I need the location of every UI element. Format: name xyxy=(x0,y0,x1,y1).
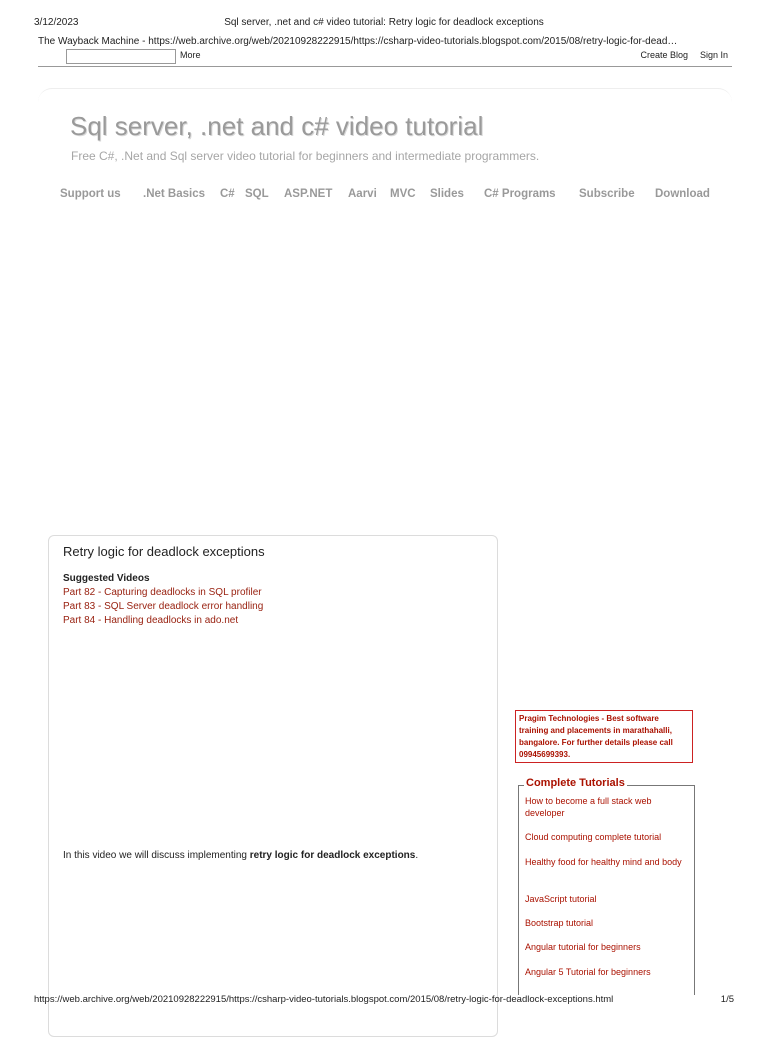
suggested-video-link[interactable]: Part 84 - Handling deadlocks in ado.net xyxy=(63,615,239,626)
tab-sql[interactable]: SQL xyxy=(245,188,269,200)
tab-aarvi[interactable]: Aarvi xyxy=(348,188,377,200)
tab-support-us[interactable]: Support us xyxy=(60,188,121,200)
post-intro-suffix: . xyxy=(415,850,419,861)
blog-title[interactable]: Sql server, .net and c# video tutorial xyxy=(70,111,484,141)
suggested-videos-heading: Suggested Videos xyxy=(63,573,150,584)
print-document-title: Sql server, .net and c# video tutorial: Retry logic for deadlock exceptions xyxy=(224,17,544,28)
tab-csharp[interactable]: C# xyxy=(220,188,235,200)
tutorial-link[interactable]: Cloud computing complete tutorial xyxy=(525,832,662,842)
blog-search-input[interactable] xyxy=(66,49,176,64)
page-tabs xyxy=(0,188,768,204)
blogger-navbar xyxy=(38,47,732,67)
post-title: Retry logic for deadlock exceptions xyxy=(63,544,265,559)
wayback-banner-title: The Wayback Machine - https://web.archive.org/web/20210928222915/https://csharp-video-tutorials.blogspot.com/2015/08/retry-logic-for-dead… xyxy=(38,36,678,47)
more-link[interactable]: More xyxy=(180,50,201,60)
print-page-number: 1/5 xyxy=(720,994,734,1005)
print-footer-url: https://web.archive.org/web/20210928222915/https://csharp-video-tutorials.blogspot.com/2015/08/retry-logic-for-deadlock-exceptions.html xyxy=(34,994,614,1005)
suggested-video-link[interactable]: Part 83 - SQL Server deadlock error handling xyxy=(63,601,264,612)
pragim-ad-box[interactable] xyxy=(515,710,693,763)
tutorial-link[interactable]: JavaScript tutorial xyxy=(525,894,597,904)
tutorial-link[interactable]: Angular tutorial for beginners xyxy=(525,942,641,952)
print-date: 3/12/2023 xyxy=(34,17,79,28)
print-header xyxy=(34,17,734,31)
post-intro-bold: retry logic for deadlock exceptions xyxy=(249,850,416,861)
ad-text[interactable]: Pragim Technologies - Best software training and placements in marathahalli, bangalore. For further details please call 09945699393. xyxy=(519,714,673,759)
complete-tutorials-heading: Complete Tutorials xyxy=(526,777,625,789)
post-intro-prefix: In this video we will discuss implementing xyxy=(63,850,250,861)
suggested-video-link[interactable]: Part 82 - Capturing deadlocks in SQL profiler xyxy=(63,587,262,598)
tab-download[interactable]: Download xyxy=(655,188,710,200)
tab-net-basics[interactable]: .Net Basics xyxy=(143,188,206,200)
tutorial-link[interactable]: Healthy food for healthy mind and body xyxy=(525,857,682,867)
tab-subscribe[interactable]: Subscribe xyxy=(579,188,635,200)
create-blog-link[interactable]: Create Blog xyxy=(640,50,688,60)
blog-description: Free C#, .Net and Sql server video tutorial for beginners and intermediate programmers. xyxy=(71,149,540,163)
tab-mvc[interactable]: MVC xyxy=(390,188,416,200)
tab-csharp-programs[interactable]: C# Programs xyxy=(484,188,556,200)
tab-aspnet[interactable]: ASP.NET xyxy=(284,188,333,200)
tutorial-link[interactable]: How to become a full stack web developer xyxy=(525,796,652,818)
tab-slides[interactable]: Slides xyxy=(430,188,464,200)
sign-in-link[interactable]: Sign In xyxy=(699,50,728,60)
print-footer xyxy=(34,994,734,1006)
tutorial-link[interactable]: Bootstrap tutorial xyxy=(525,918,594,928)
post-intro xyxy=(63,850,418,861)
tutorial-link[interactable]: Angular 5 Tutorial for beginners xyxy=(525,967,651,977)
